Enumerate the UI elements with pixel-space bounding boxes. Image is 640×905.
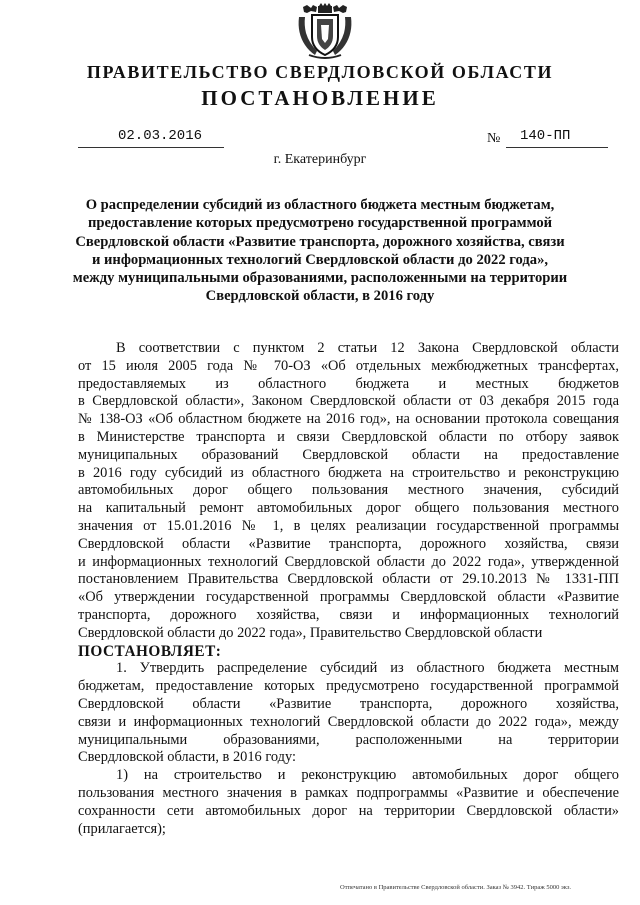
government-name: ПРАВИТЕЛЬСТВО СВЕРДЛОВСКОЙ ОБЛАСТИ [86, 62, 554, 82]
body-line: постановлением Правительства Свердловской области от 29.10.2013 № 1331-ПП [78, 571, 619, 588]
body-line: муниципальными образованиями, расположенными на территории [78, 731, 619, 748]
body-line: на капитальный ремонт автомобильных дорог общего пользования местного [78, 500, 619, 517]
body-line: в Свердловской области», Законом Свердловской области от 03 декабря 2015 года [78, 393, 619, 410]
body-line: в Министерстве транспорта и связи Свердловской области по отбору заявок [78, 428, 619, 445]
document-number: 140-ПП [520, 128, 571, 144]
title-line: между муниципальными образованиями, расположенными на территории [72, 270, 568, 287]
body-line: В соответствии с пунктом 2 статьи 12 Закона Свердловской области [116, 340, 619, 356]
date-underline [78, 147, 224, 148]
body-line: бюджетам, предоставление которых предусмотрено государственной программой [78, 678, 619, 695]
coat-of-arms-emblem [295, 3, 355, 61]
body-line: «Об утверждении государственной программы Свердловской области «Развитие [78, 589, 619, 606]
body-line: предоставляемых из областного бюджета и местных бюджетов [78, 375, 619, 392]
body-line: значения от 15.01.2016 № 1, в целях реализации государственной программы [78, 517, 619, 534]
body-line: Свердловской области «Развитие транспорта, дорожного хозяйства, [78, 695, 619, 712]
document-date: 02.03.2016 [118, 128, 203, 144]
body-line: связи и информационных технологий Свердловской области до 2022 года», между [78, 713, 619, 730]
body-line: 1) на строительство и реконструкцию автомобильных дорог общего [116, 767, 619, 784]
title-line: О распределении субсидий из областного бюджета местным бюджетам, [85, 197, 555, 213]
document-title [0, 196, 640, 306]
title-line: Свердловской области, в 2016 году [205, 288, 435, 305]
body-line: транспорта, дорожного хозяйства, связи и информационных технологий [78, 606, 619, 623]
body-line: Свердловской области «Развитие транспорта, дорожного хозяйства, связи [78, 535, 619, 552]
body-line: № 138-ОЗ «Об областном бюджете на 2016 год», на основании протокола совещания [78, 411, 619, 428]
body-line: 1. Утвердить распределение субсидий из областного бюджета местным [116, 660, 619, 677]
title-line: и информационных технологий Свердловской области до 2022 года», [91, 251, 549, 268]
body-line: в 2016 году субсидий из областного бюджета на строительство и реконструкцию [78, 464, 619, 481]
city-of-issue: г. Екатеринбург [273, 152, 367, 167]
body-line: Свердловской области до 2022 года», Правительство Свердловской области [78, 624, 543, 641]
document-body [78, 340, 619, 838]
body-line: от 15 июля 2005 года № 70-ОЗ «Об отдельных межбюджетных трансфертах, [78, 357, 619, 374]
print-imprint-footer: Отпечатано в Правительстве Свердловской области. Заказ № 3942. Тираж 5000 экз. [340, 884, 572, 891]
title-line: Свердловской области «Развитие транспорта, дорожного хозяйства, связи [75, 233, 565, 250]
document-type-heading: ПОСТАНОВЛЕНИЕ [201, 86, 439, 110]
body-line: и информационных технологий Свердловской области до 2022 года», утвержденной [78, 553, 619, 570]
body-line: Свердловской области, в 2016 году: [78, 749, 296, 766]
body-line: автомобильных дорог общего пользования местного значения, субсидий [78, 482, 619, 499]
number-underline [506, 147, 608, 148]
body-line: пользования местного значения в рамках подпрограммы «Развитие и обеспечение [78, 784, 619, 801]
body-line: сохранности сети автомобильных дорог на территории Свердловской области» [78, 802, 619, 819]
body-line: муниципальных образований Свердловской области на предоставление [78, 446, 619, 463]
body-line: (прилагается); [78, 820, 166, 837]
title-line: предоставление которых предусмотрено государственной программой [87, 215, 553, 232]
resolves-heading: ПОСТАНОВЛЯЕТ: [78, 642, 222, 660]
number-sign: № [487, 131, 501, 146]
